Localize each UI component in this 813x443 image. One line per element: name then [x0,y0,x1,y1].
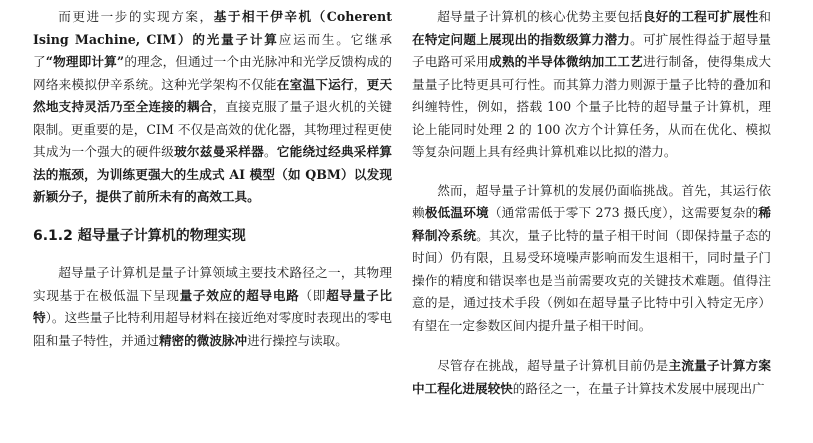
emphasis-text: 在特定问题上展现出的指数级算力潜力 [412,31,631,47]
emphasis-text: 它能绕过经典采样算法的瓶颈，为训练更强大的生成式 AI 模型（如 QBM）以发现新颖分子，提供了前所未有的高效工具。 [33,144,393,204]
body-text: （即 [299,287,327,303]
section-heading: 6.1.2 超导量子计算机的物理实现 [33,227,246,244]
body-text: ，直接克服了量子退火机的关键限制。更重要的是，CIM 不仅是高效的优化器，其物理过程更使其成为一个强大的硬件级 [33,99,393,159]
body-text: 。 [263,144,277,159]
body-text: 。其次，量子比特的量子相干时间（即保持量子态的时间）仍有限，且易受环境噪声影响而发生退相干，同时量子门操作的精度和错误率也是当前需要攻克的关键技术难题。值得注意的是，通过技术手段（例如在超导量子比特中引入特定无序）有望在一定参数区间内提升量子相干时间。 [412,227,772,333]
emphasis-text: 极低温环境 [424,205,489,220]
left-paragraph-2 [33,262,392,352]
right-paragraph-1 [412,6,771,164]
body-text: （通常需低于零下 273 摄氏度），这需要复杂的 [488,205,759,220]
body-text: 的路径之一，在量子计算技术发展中展现出广 [512,380,765,396]
emphasis-text: “物理即计算” [45,54,125,69]
body-text: 进行操控与读取。 [247,332,348,348]
body-text: 。可扩展性得益于超导量子电路可采用 [412,31,772,69]
emphasis-text: 良好的工程可扩展性 [642,9,759,24]
body-text: 超导量子计算机是量子计算领域主要技术路径之一，其物理实现基于在极低温下呈现 [33,265,392,303]
left-column [33,6,392,352]
right-paragraph-2 [412,180,771,338]
left-paragraph-1 [33,6,392,209]
body-text: 超导量子计算机的核心优势主要包括 [437,9,643,24]
body-text: 的理念，但通过一个由光脉冲和光学反馈构成的网络来模拟伊辛系统。这种光学架构不仅能 [33,54,393,92]
emphasis-text: 精密的微波脉冲 [158,332,248,348]
body-text: 应运而生。它继承了 [33,31,392,69]
emphasis-text: 成熟的半导体微纳加工工艺 [488,54,643,69]
body-text: 然而，超导量子计算机的发展仍面临挑战。首先，其运行依赖 [412,182,771,220]
body-text: 而更进一步的实现方案， [58,9,214,24]
body-text: ， [353,76,367,92]
emphasis-text: 玻尔兹曼采样器 [174,144,264,159]
emphasis-text: 主流量子计算方案中工程化进展较快 [412,358,772,396]
right-column [412,6,771,400]
body-text: 和 [758,9,772,24]
emphasis-text: 稀释制冷系统 [412,205,771,243]
emphasis-text: 超导量子比特 [33,287,393,325]
body-text: 进行制备，使得集成大量量子比特更具可行性。而其算力潜力则源于量子比特的叠加和纠缠特性，例如，搭载 100 个量子比特的超导量子计算机，理论上能同时处理 2 的 100 次方个计算任务，从而在优化、模拟等复杂问题上具有经典计算机难以比拟的潜力。 [412,54,772,159]
emphasis-text: 量子效应的超导电路 [179,287,300,303]
emphasis-text: 更天然地支持灵活乃至全连接的耦合 [33,76,393,114]
body-text: 尽管存在挑战，超导量子计算机目前仍是 [437,358,669,373]
emphasis-text: 基于相干伊辛机（Coherent Ising Machine, CIM）的光量子计算 [33,9,393,47]
right-paragraph-3 [412,355,771,400]
emphasis-text: 在室温下运行 [276,76,354,92]
body-text: ）。这些量子比特利用超导材料在接近绝对零度时表现出的零电阻和量子特性，并通过 [33,310,393,348]
